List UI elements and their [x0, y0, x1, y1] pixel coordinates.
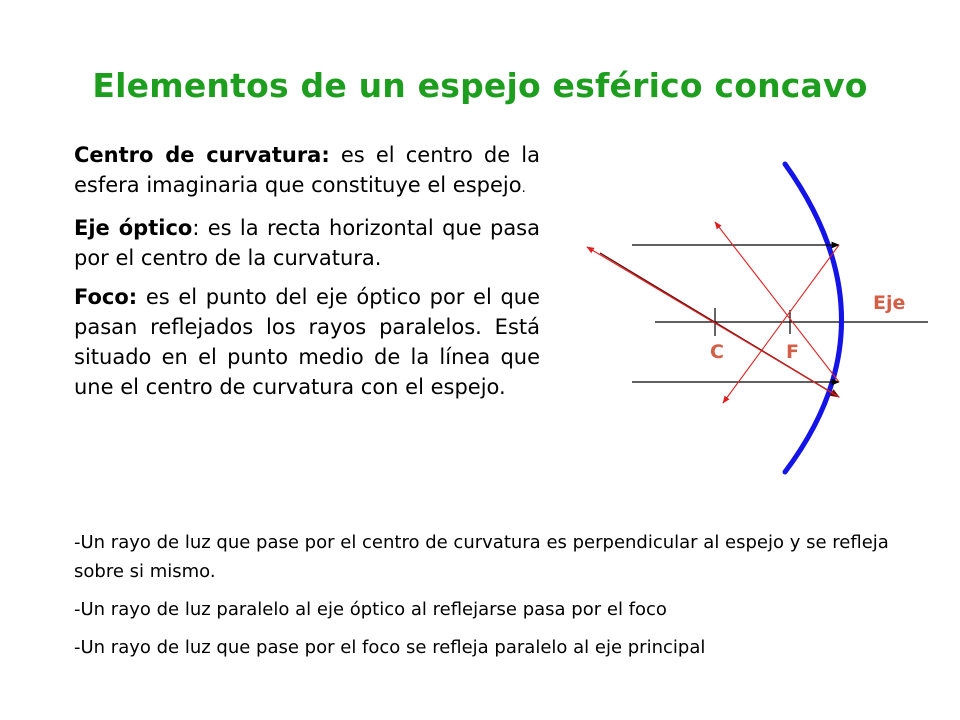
concave-mirror-diagram	[560, 150, 940, 490]
definition-term: Foco:	[74, 285, 138, 309]
notes-block	[74, 528, 924, 671]
page-title: Elementos de un espejo esférico concavo	[92, 66, 868, 105]
definition-text: es el centro de la esfera imaginaria que constituye el espejo	[74, 143, 540, 197]
definition-text: : es la recta horizontal que pasa por el centro de la curvatura.	[74, 216, 540, 270]
definition-term: Centro de curvatura:	[74, 143, 330, 167]
focus-label: F	[786, 341, 799, 363]
definition-suffix: .	[521, 181, 526, 196]
reflected-ray-lower	[715, 222, 839, 382]
definition-center-of-curvature	[74, 140, 540, 204]
concave-mirror	[785, 164, 842, 472]
reflected-ray-upper	[723, 245, 839, 403]
axis-label: Eje	[873, 292, 906, 314]
definition-term: Eje óptico	[74, 216, 193, 240]
note-item: -Un rayo de luz paralelo al eje óptico al reflejarse pasa por el foco	[74, 599, 667, 620]
center-label: C	[710, 341, 724, 363]
note-item: -Un rayo de luz que pase por el centro de curvatura es perpendicular al espejo y se refleja sobre si mismo.	[74, 532, 889, 582]
note-item: -Un rayo de luz que pase por el foco se refleja paralelo al eje principal	[74, 637, 706, 658]
definition-text: es el punto del eje óptico por el que pasan reflejados los rayos paralelos. Está situado en el punto medio de la línea que une el centro de curvatura con el espejo.	[74, 285, 540, 399]
definition-focus	[74, 282, 540, 402]
definition-optical-axis	[74, 213, 540, 273]
definitions-block	[74, 140, 540, 411]
